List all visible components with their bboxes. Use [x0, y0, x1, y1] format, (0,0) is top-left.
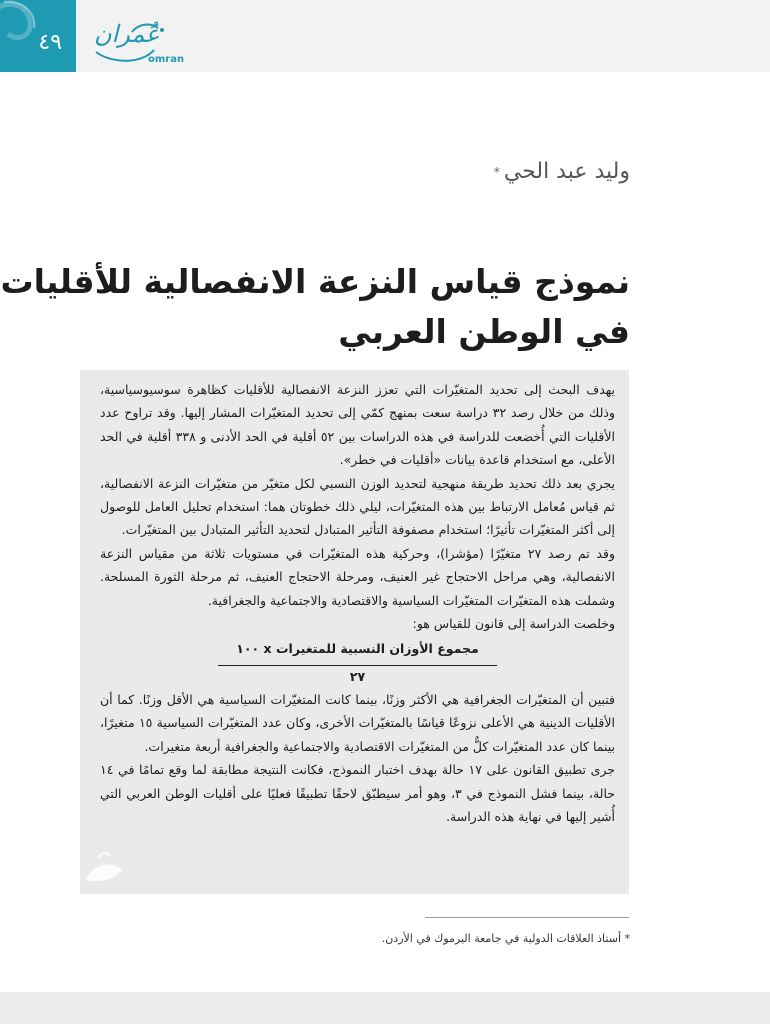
- abstract-paragraph-4: وخلصت الدراسة إلى قانون للقياس هو:: [412, 616, 615, 632]
- formula-denominator: ٢٧: [349, 668, 366, 684]
- author-footnote-marker: *: [493, 165, 500, 179]
- article-title-line-1: نموذج قياس النزعة الانفصالية للأقليات: [0, 262, 630, 301]
- page-number: ٤٩: [38, 30, 62, 55]
- page-number-box: [0, 0, 76, 72]
- logo-latin-text: omran: [148, 54, 185, 65]
- footnote-divider: [425, 917, 629, 918]
- abstract-paragraph-6: جرى تطبيق القانون على ١٧ حالة بهدف اختبار النموذج، فكانت النتيجة مطابقة لما وقع تمامًا في ١٤ حالة، بينما فشل النموذج في ٣، وهو أمر سيطبّق لاحقًا تطبيقًا فعليًا على أقليات الوطن العربي التي أُشير إليها في نهاية هذه الدراسة.: [100, 762, 615, 824]
- abstract-paragraph-2: يجري بعد ذلك تحديد طريقة منهجية لتحديد الوزن النسبي لكل متغيّر من متغيّرات النزعة الانفصالية، ثم قياس مُعامل الارتباط بين هذه المتغيّرات، ليلي ذلك خطوتان هما: استخدام تحليل العامل للوصول إلى أكثر المتغيّرات تأثيرًا؛ استخدام مصفوفة التأثير المتبادل لتحديد التأثير المتبادل بين المتغيّرات.: [100, 475, 615, 538]
- fish-watermark-icon: [82, 850, 132, 890]
- author-footnote: * أستاذ العلاقات الدولية في جامعة اليرموك في الأردن.: [381, 932, 630, 945]
- abstract-paragraph-5: فتبين أن المتغيّرات الجغرافية هي الأكثر وزنًا، بينما كانت المتغيّرات السياسية هي الأقل وزنًا. كما أن الأقليات الدينية هي الأعلى نزوعًا قياسًا بالمتغيّرات الأخرى، وكان عدد المتغيّرات السياسية ١٥ متغيرًا، بينما كان عدد المتغيّرات كلٌّ من المتغيّرات الاقتصادية والاجتماعية والجغرافية أربعة متغيرات.: [100, 691, 615, 754]
- abstract-text: [100, 378, 615, 828]
- logo-arabic-text: عُمران: [94, 20, 160, 48]
- measurement-formula: [100, 637, 615, 687]
- author-name: وليد عبد الحي: [503, 159, 630, 184]
- footer-band: [0, 992, 770, 1024]
- abstract-paragraph-1: يهدف البحث إلى تحديد المتغيّرات التي تعزز النزعة الانفصالية للأقليات كظاهرة سوسيوسياسية، وذلك من خلال رصد ٣٢ دراسة سعت بمنهج كمّي إلى تحديد المتغيّرات المشار إليها. وقد تراوح عدد الأقليات التي أُخضعت للدراسة في هذه الدراسات بين ٥٢ أقلية في الحد الأدنى و ٣٣٨ أقلية في الحد الأعلى، مع استخدام قاعدة بيانات «أقليات في خطر».: [100, 382, 615, 468]
- article-title-line-2: في الوطن العربي: [338, 312, 630, 351]
- formula-numerator: مجموع الأوزان النسبية للمتغيرات x ١٠٠: [218, 637, 496, 665]
- abstract-paragraph-3: وقد تم رصد ٢٧ متغيّرًا (مؤشرا)، وحركية هذه المتغيّرات في مستويات ثلاثة من مقياس النزعة الانفصالية، وهي مراحل الاحتجاج غير العنيف، ومرحلة الاحتجاج العنيف، ثم مرحلة الثورة المسلحة. وشملت هذه المتغيّرات المتغيّرات السياسية والاقتصادية والاجتماعية والجغرافية.: [100, 545, 615, 608]
- author-line: [494, 159, 630, 184]
- abstract-box: [80, 370, 629, 894]
- omran-logo: [92, 20, 185, 66]
